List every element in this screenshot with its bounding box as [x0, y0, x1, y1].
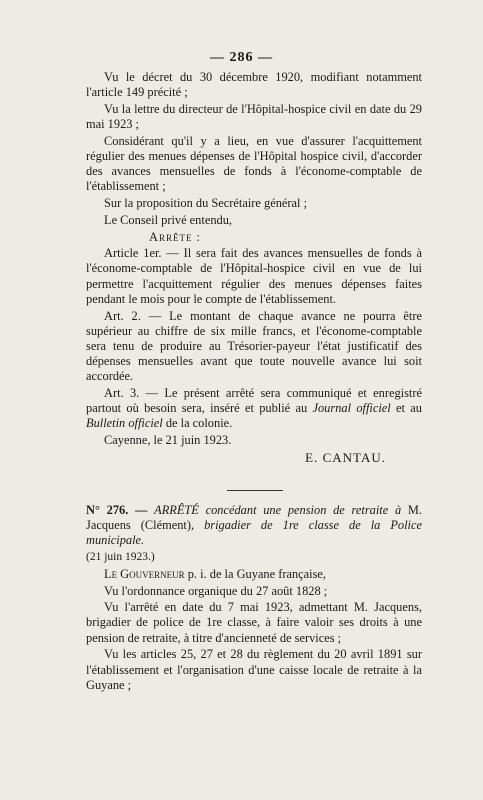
paragraph-vu-lettre: Vu la lettre du directeur de l'Hôpital-hospice civil en date du 29 mai 1923 ;: [86, 101, 422, 132]
section-divider: [227, 490, 283, 491]
arrete-number: N° 276. —: [86, 503, 155, 517]
pension-arrete-section: [86, 503, 422, 694]
article-1: Article 1er. — Il sera fait des avances mensuelles de fonds à l'économe-comptable de l'Hôpital-hospice civil en vue de lui permettre l'acquittement régulier des menues dépenses faites pendant le mois pour le compte de l'établissement.: [86, 246, 422, 306]
paragraph-vu-decret: Vu le décret du 30 décembre 1920, modifiant notamment l'article 149 précité ;: [86, 70, 422, 100]
decree-section: [86, 70, 422, 466]
paragraph-vu-ordonnance: Vu l'ordonnance organique du 27 août 1828 ;: [104, 583, 328, 598]
arrete-date: (21 juin 1923.): [86, 551, 155, 564]
journal-officiel-ref: Journal officiel: [312, 401, 391, 416]
place-date: Cayenne, le 21 juin 1923.: [104, 433, 232, 448]
paragraph-conseil: Le Conseil privé entendu,: [104, 212, 233, 227]
paragraph-considerant: Considérant qu'il y a lieu, en vue d'assurer l'acquittement régulier des menues dépenses de l'Hôpital hospice civil, d'accorder des avances mensuelles de fonds à l'économe-comptable de l'établissement ;: [86, 133, 422, 194]
article-2: Art. 2. — Le montant de chaque avance ne pourra être supérieur au chiffre de six mille francs, et l'économe-comptable sera tenu de produire au Trésorier-payeur l'état justificatif des dépenses mensuelles avant que toute nouvelle avance lui soit accordée.: [86, 308, 422, 384]
paragraph-vu-articles: Vu les articles 25, 27 et 28 du règlement du 20 avril 1891 sur l'établissement et l'organisation d'une caisse locale de retraite à la Guyane ;: [86, 647, 422, 692]
arrete-heading: Arrête :: [149, 229, 201, 244]
paragraph-vu-arrete: Vu l'arrêté en date du 7 mai 1923, admettant M. Jacquens, brigadier de police de 1re classe, à faire valoir ses droits à une pension de retraite, à titre d'ancienneté de services ;: [86, 600, 422, 645]
signature: E. CANTAU.: [305, 450, 386, 466]
paragraph-proposition: Sur la proposition du Secrétaire général ;: [104, 196, 308, 211]
page-number: — 286 —: [210, 50, 273, 65]
bulletin-officiel-ref: Bulletin officiel: [86, 416, 163, 431]
pensioner-name: M. Jacquens (Clément): [86, 503, 422, 533]
arrete-title: N° 276. — ARRÊTÉ concédant une pension de retraite à M. Jacquens (Clément), brigadier de 1re classe de la Police municipale.: [86, 503, 423, 548]
article-3: Art. 3. — Le présent arrêté sera communiqué et enregistré partout où besoin sera, inséré et publié au Journal officiel et au Bulletin officiel de la colonie.: [86, 386, 422, 431]
governor-line: Le Gouverneur p. i. de la Guyane française,: [104, 566, 327, 581]
